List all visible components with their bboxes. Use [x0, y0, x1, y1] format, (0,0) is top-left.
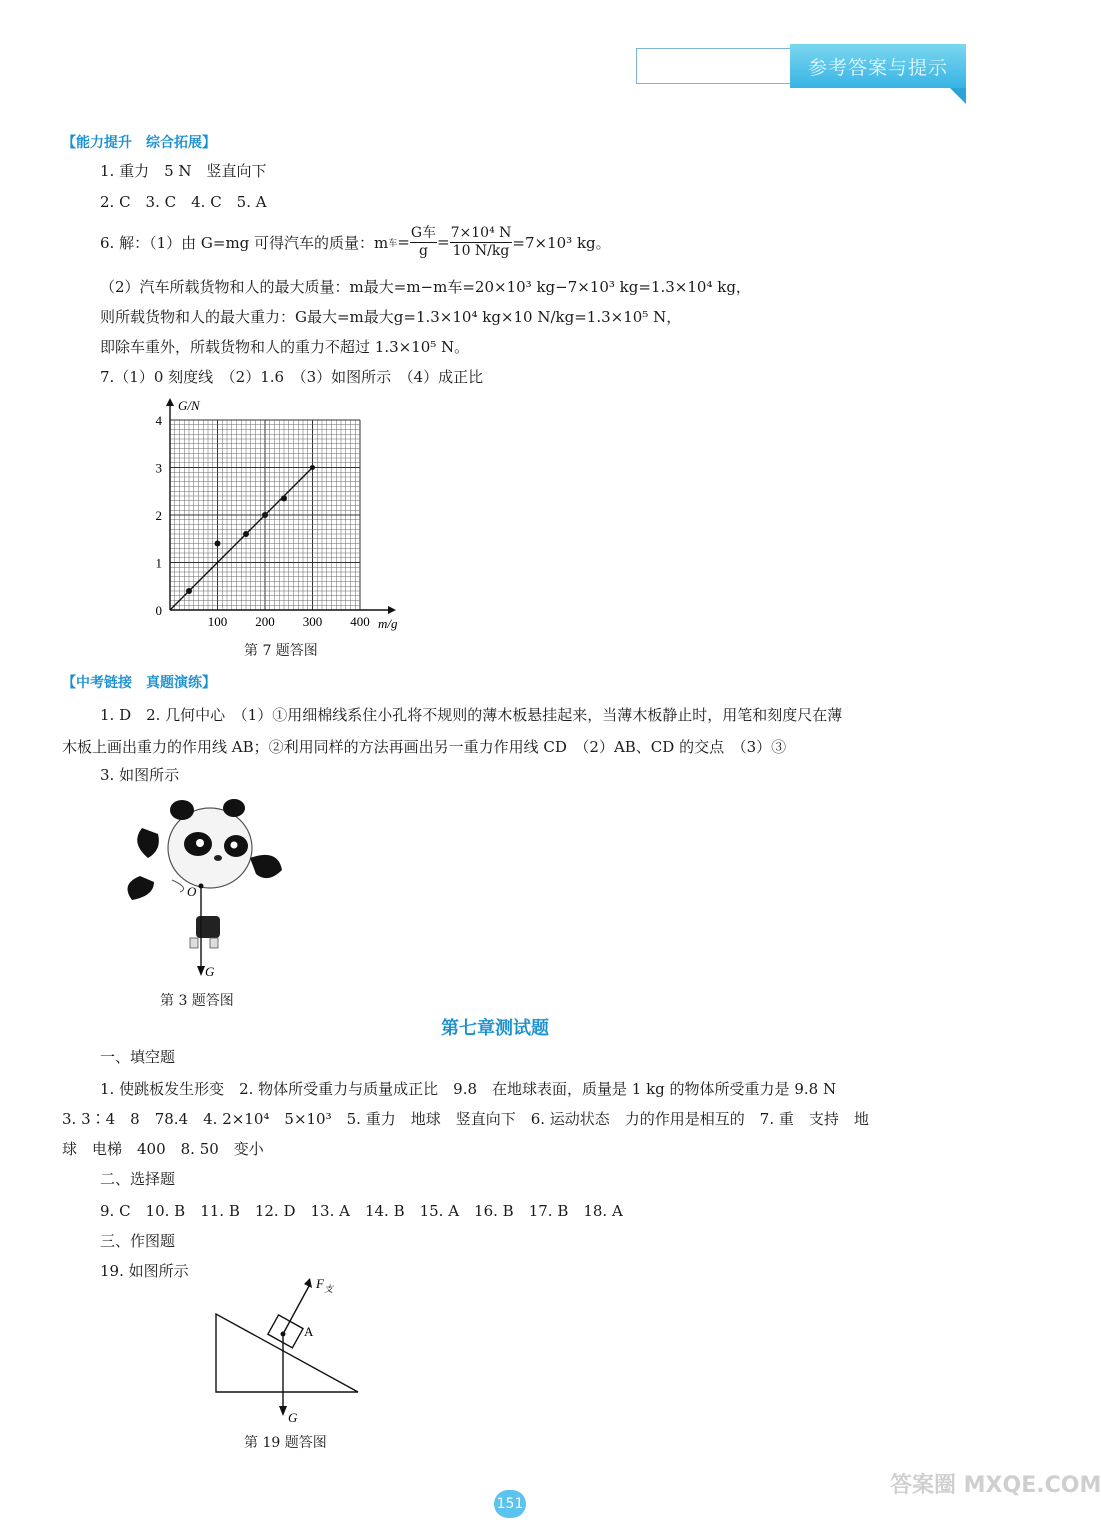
watermark [890, 1468, 1101, 1499]
q6-line-2: （2）汽车所载货物和人的最大质量：m最大=m−m车=20×10³ kg−7×10³ kg=1.3×10⁴ kg， [100, 278, 751, 296]
q7-chart [140, 388, 430, 638]
fig3-caption: 第 3 题答图 [160, 993, 234, 1009]
header-badge-tail [950, 88, 966, 104]
q6-frac2-den: 10 N/kg [452, 242, 510, 259]
x-tick-label: 400 [350, 614, 370, 629]
x-tick-label: 300 [302, 614, 323, 629]
q6-line-4: 即除车重外，所载货物和人的重力不超过 1.3×10⁵ N。 [100, 338, 470, 356]
fill-heading: 一、填空题 [100, 1048, 176, 1066]
q6-result: =7×10³ kg。 [512, 233, 611, 252]
q6-line-3: 则所载货物和人的最大重力：G最大=m最大g=1.3×10⁴ kg×10 N/kg=1.3×10⁵ N， [100, 308, 682, 326]
center-of-gravity-dot [199, 884, 204, 889]
q7-answer: 7.（1）0 刻度线 （2）1.6 （3）如图所示 （4）成正比 [100, 368, 484, 386]
q6-eq-sign-2: = [437, 233, 450, 251]
x-axis-label: m/g [378, 616, 398, 631]
x-tick-label: 200 [255, 614, 275, 629]
watermark-text: 答案圈 MXQE.COM [890, 1473, 1101, 1498]
y-tick-label: 2 [155, 508, 162, 523]
q6-fraction-1 [410, 225, 437, 260]
data-point [262, 512, 268, 518]
y-tick-label: 3 [155, 460, 162, 476]
q6-sub-car: 车 [388, 238, 398, 249]
q6-intro: 6. 解：（1）由 G=mg 可得汽车的质量：m [100, 233, 389, 252]
y-tick-label: 0 [155, 603, 162, 618]
data-point [215, 541, 221, 547]
header-blank-box [636, 48, 792, 84]
data-point [243, 531, 249, 537]
fill-line-2: 3. 3∶4 8 78.4 4. 2×10⁴ 5×10³ 5. 重力 地球 竖直向下 6. 运动状态 力的作用是相互的 7. 重 支持 地 [62, 1110, 869, 1128]
label-f-support: $F_支$ [316, 1276, 333, 1294]
data-point [281, 495, 287, 501]
q6-eq-sign: = [397, 233, 410, 251]
choice-answers: 9. C 10. B 11. B 12. D 13. A 14. B 15. A 16. B 17. B 18. A [100, 1202, 623, 1220]
answer-line-1: 1. 重力 5 N 竖直向下 [100, 162, 267, 180]
q6-frac2-num: 7×10⁴ N [450, 224, 512, 241]
q6-frac1-num: G车 [410, 224, 437, 241]
chapter-title: 第七章测试题 [441, 1018, 549, 1039]
x-axis-arrow [388, 606, 396, 614]
choice-heading: 二、选择题 [100, 1170, 176, 1188]
page-number: 151 [494, 1490, 526, 1518]
draw-heading: 三、作图题 [100, 1232, 176, 1250]
exam-line-1: 1. D 2. 几何中心 （1）①用细棉线系住小孔将不规则的薄木板悬挂起来，当薄木板静止时，用笔和刻度尺在薄 [100, 706, 843, 724]
fill-line-1: 1. 使跳板发生形变 2. 物体所受重力与质量成正比 9.8 在地球表面，质量是 1 kg 的物体所受重力是 9.8 N [100, 1080, 837, 1098]
panda-illustration [128, 799, 283, 948]
header-badge: 参考答案与提示 [790, 44, 966, 88]
exam-line-3: 3. 如图所示 [100, 766, 180, 784]
label-o: O [187, 884, 197, 899]
x-tick-label: 100 [207, 614, 228, 629]
y-axis-arrow [166, 398, 174, 406]
y-tick-label: 1 [155, 555, 162, 571]
gravity-arrow-head [197, 966, 205, 976]
panda-figure [110, 788, 300, 988]
label-g: G [205, 964, 215, 979]
fit-line-end-point [310, 465, 315, 470]
y-axis-label: G/N [178, 398, 200, 413]
section-tag-ability: 【能力提升 综合拓展】 [62, 135, 216, 151]
fill-line-3: 球 电梯 400 8. 50 变小 [62, 1140, 264, 1158]
q19-answer: 19. 如图所示 [100, 1262, 189, 1280]
exam-line-2: 木板上画出重力的作用线 AB；②利用同样的方法再画出另一重力作用线 CD （2）AB、CD 的交点 （3）③ [62, 738, 787, 756]
q6-equation [100, 222, 611, 262]
q6-frac1-den: g [418, 242, 428, 259]
block-a [268, 1315, 303, 1348]
fig19-caption: 第 19 题答图 [244, 1435, 327, 1451]
section-tag-exam: 【中考链接 真题演练】 [62, 675, 216, 691]
answer-line-2: 2. C 3. C 4. C 5. A [100, 193, 267, 211]
gravity-head [279, 1406, 287, 1416]
data-point [186, 588, 192, 594]
label-a: A [304, 1324, 314, 1339]
y-tick-label: 4 [155, 413, 162, 428]
label-g-19: G [288, 1410, 298, 1425]
q6-fraction-2 [450, 225, 513, 260]
chart-caption: 第 7 题答图 [244, 643, 318, 659]
incline-figure [206, 1270, 376, 1430]
